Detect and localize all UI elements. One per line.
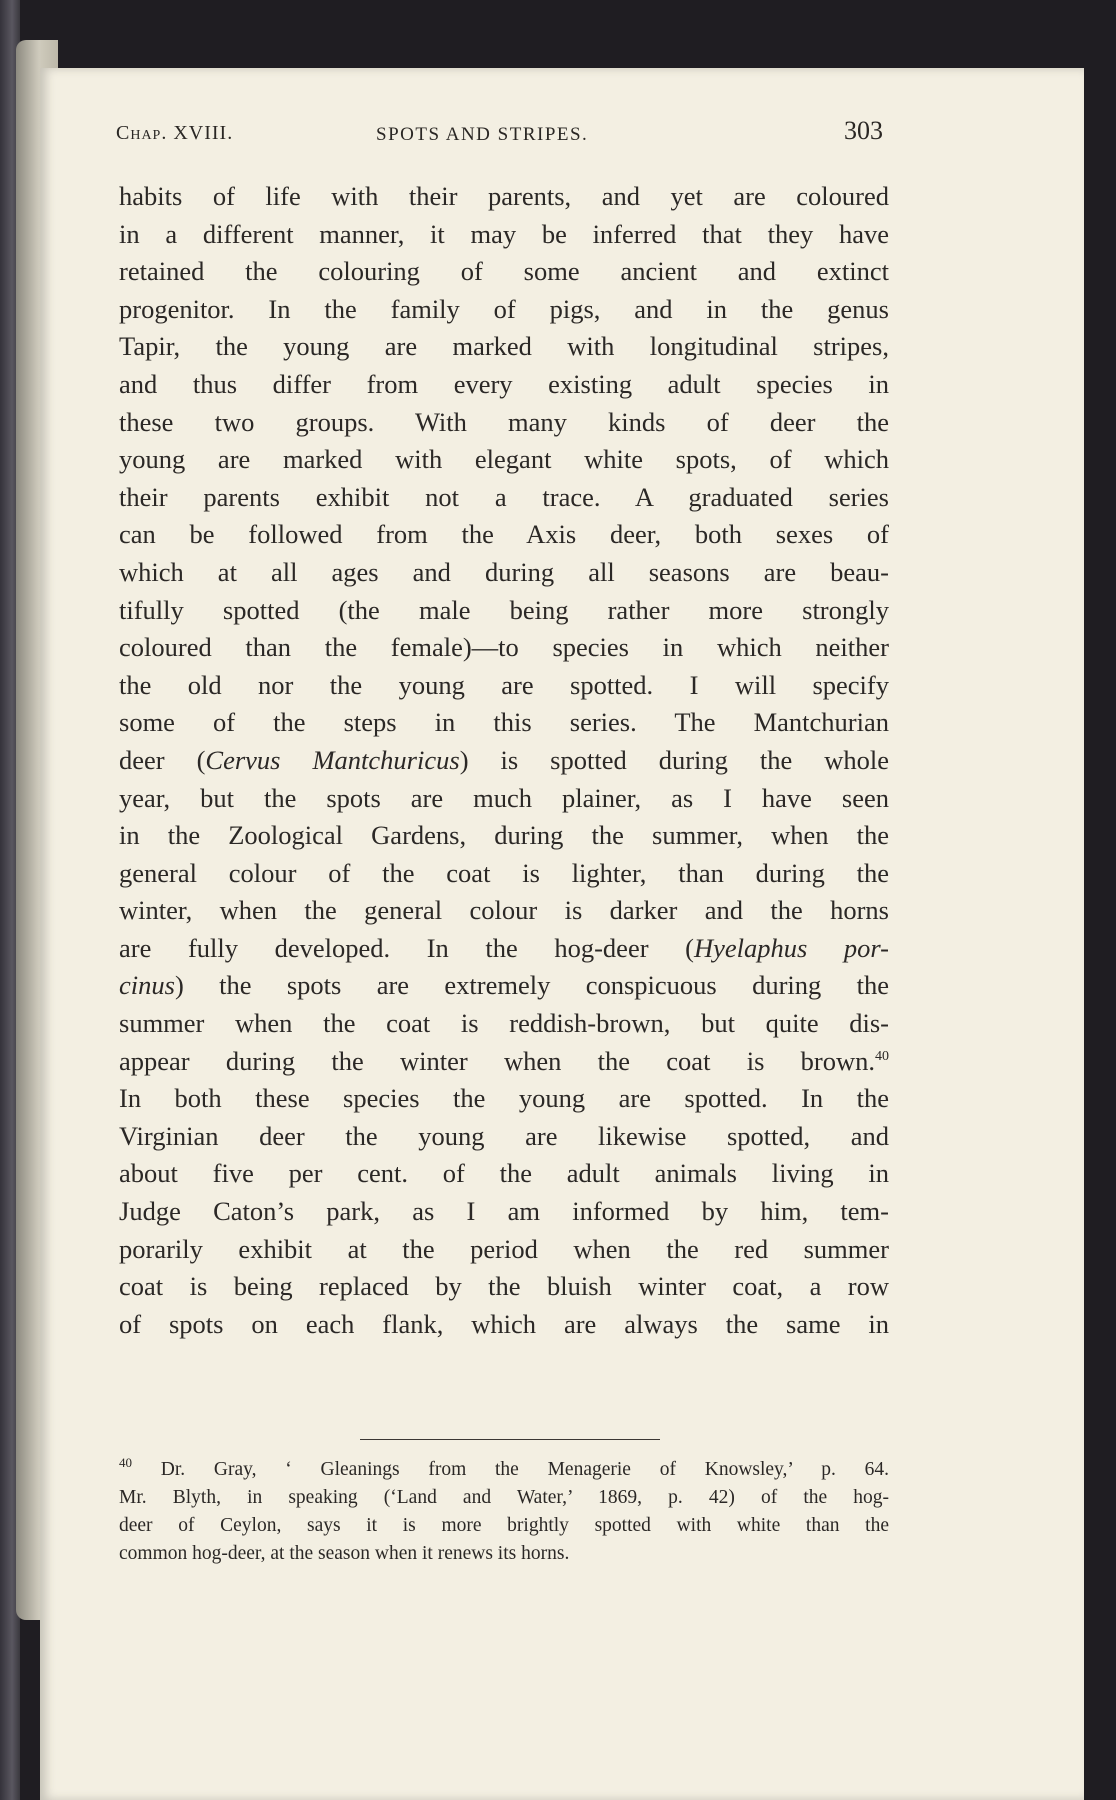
text-segment: appear during the winter when the coat is brown. bbox=[119, 1045, 875, 1076]
text-line bbox=[119, 967, 889, 1005]
running-head bbox=[72, 114, 892, 164]
text-line bbox=[119, 742, 889, 780]
text-line: Judge Caton’s park, as I am informed by him, tem- bbox=[119, 1196, 889, 1227]
text-line: retained the colouring of some ancient and extinct bbox=[119, 256, 889, 287]
text-line: their parents exhibit not a trace. A graduated series bbox=[119, 481, 889, 512]
italic-species-name: cinus bbox=[119, 970, 175, 1001]
text-line: general colour of the coat is lighter, than during the bbox=[119, 857, 889, 888]
footnote-divider bbox=[360, 1439, 660, 1440]
text-line: in a different manner, it may be inferred that they have bbox=[119, 218, 889, 249]
section-title: SPOTS AND STRIPES. bbox=[376, 124, 589, 145]
text-line: summer when the coat is reddish-brown, but quite dis- bbox=[119, 1008, 889, 1039]
text-line: young are marked with elegant white spots, of which bbox=[119, 444, 889, 475]
footnote-line bbox=[119, 1456, 889, 1484]
footnote-mark: 40 bbox=[119, 1456, 132, 1470]
italic-species-name: Hyelaphus por- bbox=[693, 932, 889, 963]
text-line: and thus differ from every existing adult species in bbox=[119, 368, 889, 399]
footnote-line: deer of Ceylon, says it is more brightly spotted with white than the bbox=[119, 1515, 889, 1536]
text-line: year, but the spots are much plainer, as I have seen bbox=[119, 782, 889, 813]
text-line: habits of life with their parents, and yet are coloured bbox=[119, 181, 889, 211]
text-line: progenitor. In the family of pigs, and in the genus bbox=[119, 293, 889, 324]
footnote-line: Mr. Blyth, in speaking (‘Land and Water,’ 1869, p. 42) of the hog- bbox=[119, 1487, 889, 1508]
text-line: Tapir, the young are marked with longitudinal stripes, bbox=[119, 331, 889, 362]
text-line: winter, when the general colour is darker and the horns bbox=[119, 895, 889, 926]
italic-species-name: Cervus Mantchuricus bbox=[205, 744, 460, 775]
text-line: coat is being replaced by the bluish winter coat, a row bbox=[119, 1271, 889, 1302]
text-line: of spots on each flank, which are always the same in bbox=[119, 1308, 889, 1339]
text-line: the old nor the young are spotted. I will specify bbox=[119, 669, 889, 700]
footnote-text: Dr. Gray, ‘ Gleanings from the Menagerie of Knowsley,’ p. 64. bbox=[132, 1459, 889, 1480]
text-segment: ) the spots are extremely conspicuous during the bbox=[174, 970, 889, 1001]
text-line: in the Zoological Gardens, during the summer, when the bbox=[119, 820, 889, 851]
footnote bbox=[119, 1456, 889, 1568]
text-segment: are fully developed. In the hog-deer ( bbox=[119, 932, 694, 963]
text-segment: deer ( bbox=[119, 744, 206, 775]
text-line bbox=[119, 1043, 889, 1081]
footnote-reference: 40 bbox=[875, 1048, 889, 1064]
text-line: porarily exhibit at the period when the red summer bbox=[119, 1233, 889, 1264]
text-line: these two groups. With many kinds of deer the bbox=[119, 406, 889, 437]
text-line bbox=[119, 930, 889, 968]
text-segment: ) is spotted during the whole bbox=[459, 744, 889, 775]
text-line: tifully spotted (the male being rather more strongly bbox=[119, 594, 889, 625]
text-line: Virginian deer the young are likewise spotted, and bbox=[119, 1120, 889, 1151]
text-line: about five per cent. of the adult animals living in bbox=[119, 1158, 889, 1189]
chapter-label: Chap. XVIII. bbox=[116, 122, 234, 144]
text-line: which at all ages and during all seasons are beau- bbox=[119, 556, 889, 587]
text-line: coloured than the female)—to species in which neither bbox=[119, 632, 889, 663]
page-number: 303 bbox=[844, 116, 883, 145]
body-text bbox=[119, 178, 889, 1343]
text-line: can be followed from the Axis deer, both sexes of bbox=[119, 519, 889, 550]
footnote-line: common hog-deer, at the season when it renews its horns. bbox=[119, 1543, 570, 1564]
text-line: some of the steps in this series. The Mantchurian bbox=[119, 707, 889, 738]
text-line: In both these species the young are spotted. In the bbox=[119, 1083, 889, 1114]
